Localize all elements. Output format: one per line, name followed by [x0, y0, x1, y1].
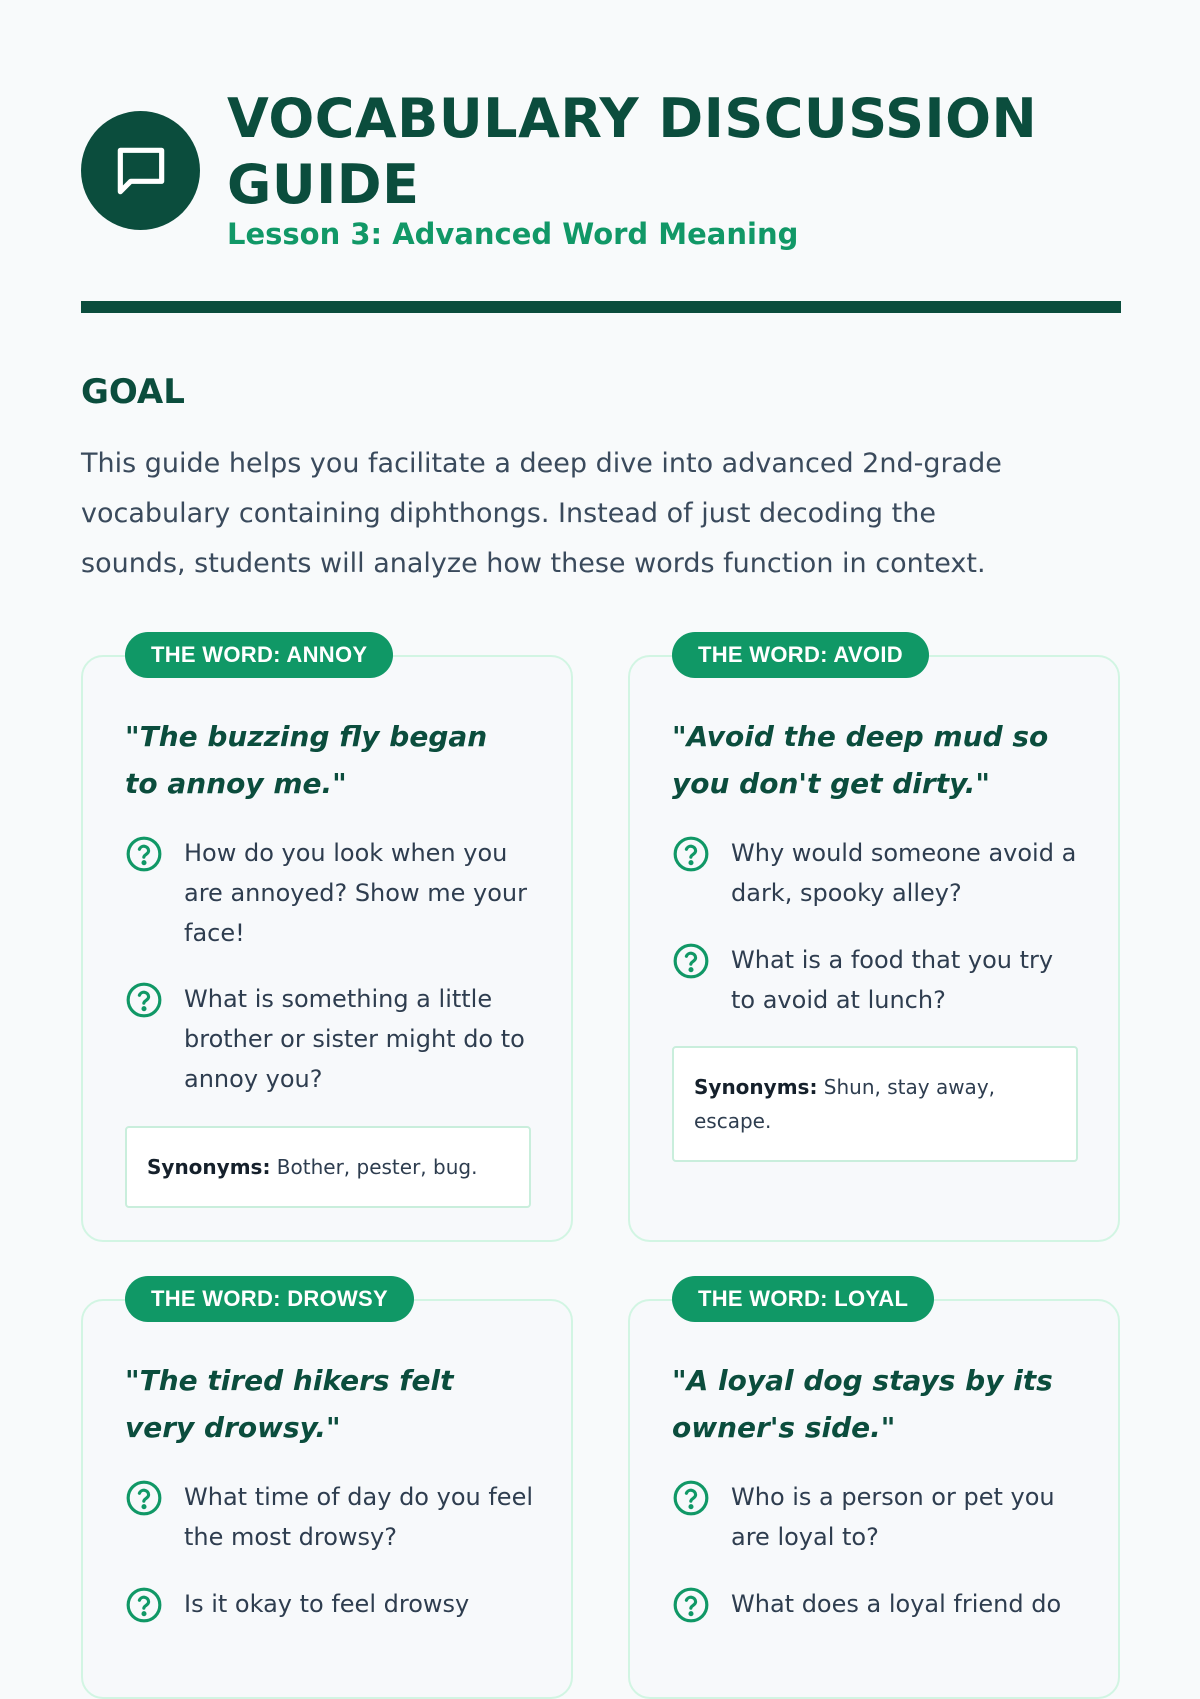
synonyms-box	[672, 1046, 1078, 1162]
header	[81, 86, 1121, 266]
synonyms-text: Bother, pester, bug.	[276, 1155, 478, 1179]
question-text: How do you look when you are annoyed? Show me your face!	[184, 839, 527, 947]
example-sentence: "The buzzing fly began to annoy me."	[125, 720, 488, 800]
word-card-drowsy	[81, 1286, 573, 1699]
page-subtitle: Lesson 3: Advanced Word Meaning	[227, 217, 799, 251]
synonyms-text: Shun, stay away, escape.	[694, 1075, 996, 1133]
word-card-avoid	[628, 642, 1120, 1242]
word-tag: THE WORD: LOYAL	[672, 1276, 934, 1322]
word-tag: THE WORD: ANNOY	[125, 632, 393, 678]
page-title: VOCABULARY DISCUSSION GUIDE	[227, 87, 1038, 216]
goal-text: This guide helps you facilitate a deep dive into advanced 2nd-grade vocabulary containing diphthongs. Instead of just decoding the sounds, students will analyze how these words function in context.	[81, 448, 1002, 579]
word-tag: THE WORD: AVOID	[672, 632, 929, 678]
question-text: What time of day do you feel the most drowsy?	[184, 1483, 533, 1551]
word-tag: THE WORD: DROWSY	[125, 1276, 414, 1322]
example-sentence: "The tired hikers felt very drowsy."	[125, 1364, 454, 1444]
question-text: What is a food that you try to avoid at lunch?	[731, 946, 1054, 1014]
question-circle-icon	[125, 1586, 163, 1624]
speech-bubble-icon	[110, 140, 172, 202]
synonyms-label: Synonyms:	[694, 1075, 818, 1099]
word-card-annoy	[81, 642, 573, 1242]
question-circle-icon	[125, 835, 163, 873]
question-circle-icon	[672, 1586, 710, 1624]
example-sentence: "A loyal dog stays by its owner's side."	[672, 1364, 1053, 1444]
word-card-loyal	[628, 1286, 1120, 1699]
logo	[81, 111, 200, 230]
question-circle-icon	[125, 981, 163, 1019]
question-circle-icon	[672, 835, 710, 873]
question-text: Who is a person or pet you are loyal to?	[731, 1483, 1055, 1551]
question-circle-icon	[125, 1479, 163, 1517]
header-divider	[81, 301, 1121, 313]
question-text: What is something a little brother or sister might do to annoy you?	[184, 985, 525, 1093]
question-text: What does a loyal friend do	[731, 1590, 1062, 1618]
question-text: Is it okay to feel drowsy	[184, 1590, 470, 1618]
synonyms-label: Synonyms:	[147, 1155, 271, 1179]
question-circle-icon	[672, 1479, 710, 1517]
goal-heading: GOAL	[81, 372, 185, 412]
question-text: Why would someone avoid a dark, spooky alley?	[731, 839, 1077, 907]
example-sentence: "Avoid the deep mud so you don't get dirty."	[672, 720, 1049, 800]
question-circle-icon	[672, 942, 710, 980]
synonyms-box	[125, 1126, 531, 1208]
